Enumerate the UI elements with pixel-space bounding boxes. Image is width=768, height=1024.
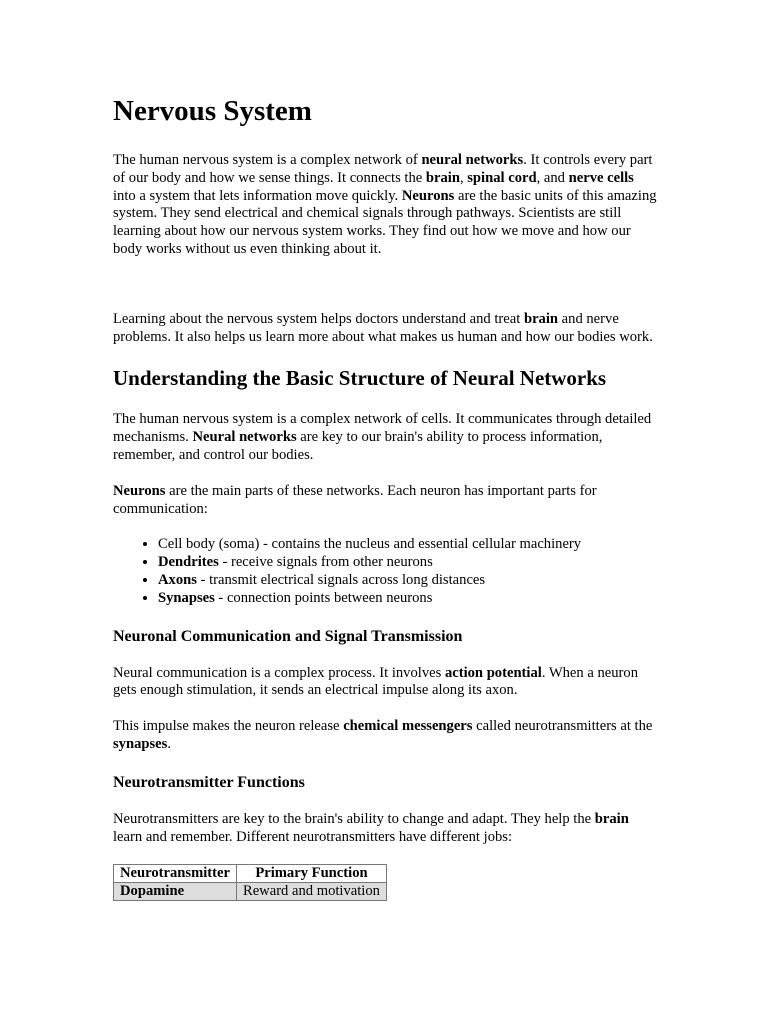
table-cell-function: Reward and motivation	[236, 883, 386, 901]
bold-term: nerve cells	[568, 169, 634, 186]
bold-term: chemical messengers	[343, 718, 473, 735]
table-row	[114, 883, 387, 901]
bold-term: Neural networks	[192, 429, 297, 446]
structure-paragraph-1	[113, 411, 658, 464]
bold-term: Dendrites	[158, 554, 219, 571]
text-run: into a system that lets information move quickly.	[113, 187, 402, 204]
page-title: Nervous System	[113, 95, 312, 127]
document-page	[113, 92, 658, 901]
section-heading-structure: Understanding the Basic Structure of Neural Networks	[113, 366, 607, 391]
list-item	[158, 590, 658, 608]
communication-paragraph-2	[113, 718, 658, 754]
text-run: and nerve problems. It also helps us learn more about what makes us human and how our bodies work.	[113, 310, 653, 345]
text-run: learn and remember. Different neurotransmitters have different jobs:	[113, 828, 513, 845]
section-heading-communication: Neuronal Communication and Signal Transmission	[113, 627, 463, 645]
column-header-primary-function: Primary Function	[236, 865, 386, 883]
neuron-parts-list	[113, 536, 658, 607]
text-run: The human nervous system is a complex network of cells. It communicates through detailed mechanisms.	[113, 411, 652, 446]
bold-term: brain	[523, 310, 559, 327]
neurotransmitter-table	[113, 864, 387, 901]
text-run: , and	[536, 169, 569, 186]
text-run: Learning about the nervous system helps doctors understand and treat	[113, 310, 524, 327]
text-run: . When a neuron gets enough stimulation, it sends an electrical impulse along its axon.	[113, 664, 639, 699]
list-item-text: - connection points between neurons	[214, 589, 433, 606]
table-header-row	[114, 865, 387, 883]
list-item-text: - receive signals from other neurons	[218, 554, 433, 571]
text-run: The human nervous system is a complex network of	[113, 152, 422, 168]
bold-term: Neurons	[113, 482, 166, 499]
list-item	[158, 536, 658, 554]
table-cell-name	[114, 883, 237, 901]
communication-paragraph-1	[113, 665, 658, 701]
text-run: are key to our brain's ability to process information, remember, and control our bodies.	[113, 429, 603, 463]
text-run: are the basic units of this amazing system. They send electrical and chemical signals through pathways. Scientists are still learning about how our nervous system works. They find out how we move and how our body works without us even thinking about it.	[113, 187, 657, 257]
structure-paragraph-2	[113, 483, 658, 519]
text-run: called neurotransmitters at the	[472, 718, 653, 735]
bold-term: brain	[425, 169, 460, 186]
text-run: This impulse makes the neuron release	[113, 718, 344, 735]
list-item	[158, 572, 658, 590]
bold-term: synapses	[113, 735, 168, 752]
bold-term: Neurons	[401, 187, 455, 204]
text-run: ,	[459, 169, 468, 186]
learning-paragraph	[113, 311, 658, 347]
bold-term: Dopamine	[120, 883, 185, 900]
bold-term: brain	[594, 810, 629, 827]
text-run: are the main parts of these networks. Each neuron has important parts for communication:	[113, 482, 597, 517]
bold-term: Synapses	[158, 589, 215, 606]
text-run: .	[167, 735, 171, 752]
text-run: . It controls every part of our body and how we sense things. It connects the	[113, 152, 653, 186]
list-item-text: - transmit electrical signals across long distances	[196, 571, 486, 588]
column-header-neurotransmitter: Neurotransmitter	[114, 865, 237, 883]
bold-term: action potential	[444, 664, 542, 681]
text-run: Neurotransmitters are key to the brain's ability to change and adapt. They help the	[113, 810, 595, 827]
bold-term: spinal cord	[467, 169, 537, 186]
bold-term: Axons	[158, 571, 197, 588]
section-heading-neurotransmitters: Neurotransmitter Functions	[113, 773, 305, 791]
bold-term: neural networks	[421, 152, 524, 168]
list-item	[158, 554, 658, 572]
neurotransmitter-paragraph	[113, 811, 658, 847]
list-item-text: Cell body (soma) - contains the nucleus and essential cellular machinery	[158, 536, 582, 553]
intro-paragraph	[113, 152, 658, 259]
text-run: Neural communication is a complex process. It involves	[113, 664, 445, 681]
